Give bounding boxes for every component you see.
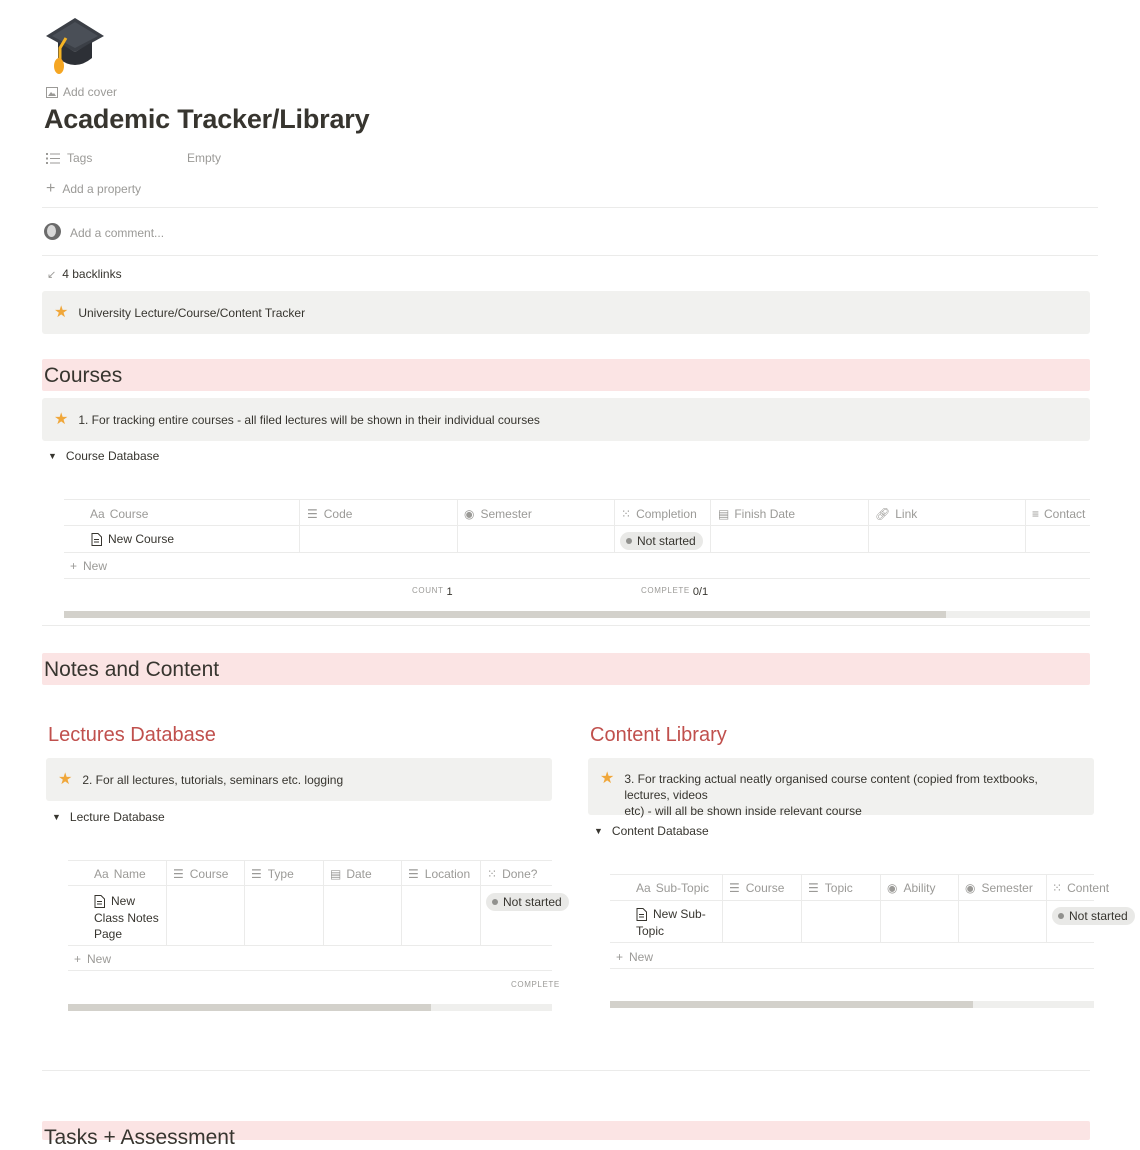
plus-icon: +	[74, 952, 82, 966]
star-icon: ★	[58, 770, 73, 788]
column-header-content[interactable]: ⁙ Content	[1052, 881, 1110, 895]
tags-property[interactable]	[46, 151, 221, 165]
section-tasks-assessment	[42, 1121, 1090, 1149]
callout-text: 1. For tracking entire courses - all filed lectures will be shown in their individual courses	[78, 412, 540, 427]
triangle-down-icon: ▼	[52, 812, 61, 822]
divider	[42, 1070, 1090, 1071]
triangle-down-icon: ▼	[48, 451, 57, 461]
page-icon	[91, 532, 102, 546]
callout-text: University Lecture/Course/Content Tracker	[78, 305, 306, 320]
scrollbar-thumb[interactable]	[64, 611, 946, 618]
add-cover-button[interactable]	[46, 85, 117, 99]
column-header-type[interactable]: ☰ Type	[251, 867, 294, 881]
callout-top	[42, 291, 1090, 334]
triangle-down-icon: ▼	[594, 826, 603, 836]
toggle-lecture-database[interactable]	[52, 810, 165, 824]
content-library-heading: Content Library	[590, 724, 727, 746]
column-header-semester[interactable]: ◉ Semester	[965, 881, 1033, 895]
horizontal-scrollbar[interactable]	[68, 1004, 552, 1011]
arrow-down-left-icon: ↙	[47, 268, 57, 281]
toggle-label: Lecture Database	[69, 810, 165, 824]
divider	[42, 625, 1090, 626]
list-icon: ☰	[729, 881, 740, 895]
callout-courses	[42, 398, 1090, 441]
column-header-link[interactable]: 🔗︎ Link	[875, 507, 918, 521]
add-cover-label: Add cover	[63, 85, 118, 99]
backlinks-label: 4 backlinks	[62, 267, 122, 281]
graduation-cap-icon[interactable]	[44, 14, 106, 76]
complete-aggregate[interactable]: COMPLETE 0/1	[641, 586, 709, 598]
status-icon: ⁙	[1052, 881, 1063, 895]
text-type-icon: Aa	[90, 507, 105, 521]
plus-icon: +	[46, 180, 56, 197]
text-type-icon: Aa	[636, 881, 651, 895]
column-header-date[interactable]: ▤ Date	[330, 867, 372, 881]
link-icon: 🔗︎	[875, 507, 891, 521]
section-courses	[42, 359, 1090, 391]
new-row-button[interactable]: + New	[616, 950, 654, 964]
lecture-table	[68, 860, 562, 1015]
column-header-name[interactable]: Aa Name	[94, 867, 146, 881]
count-aggregate[interactable]: COUNT 1	[412, 586, 453, 598]
text-lines-icon: ≡	[1032, 507, 1040, 521]
horizontal-scrollbar[interactable]	[64, 611, 1090, 618]
toggle-label: Course Database	[65, 449, 160, 463]
content-table	[610, 874, 1128, 1014]
calendar-icon: ▤	[330, 867, 342, 881]
callout-content	[588, 758, 1094, 818]
status-icon: ⁙	[487, 867, 498, 881]
complete-aggregate[interactable]: COMPLETE	[511, 980, 560, 989]
callout-text: 3. For tracking actual neatly organised course content (copied from textbooks, lectures, videos etc) - will all be shown inside relevant course	[624, 772, 1038, 818]
page-title[interactable]: Academic Tracker/Library	[44, 104, 370, 134]
calendar-icon: ▤	[718, 507, 730, 521]
list-icon: ☰	[408, 867, 419, 881]
star-icon: ★	[54, 410, 69, 428]
backlinks-button[interactable]	[47, 267, 122, 281]
list-icon: ☰	[173, 867, 184, 881]
star-icon: ★	[54, 303, 69, 321]
column-header-finish-date[interactable]: ▤ Finish Date	[718, 507, 796, 521]
status-badge[interactable]: Not started	[1052, 907, 1135, 925]
toggle-label: Content Database	[611, 824, 709, 838]
list-icon	[46, 151, 60, 165]
table-row[interactable]	[91, 532, 174, 546]
row-name: New Course	[108, 532, 175, 546]
page-icon	[94, 893, 105, 910]
column-header-sub-topic[interactable]: Aa Sub-Topic	[636, 881, 710, 895]
list-icon: ☰	[808, 881, 819, 895]
divider	[42, 207, 1098, 208]
column-header-ability[interactable]: ◉ Ability	[887, 881, 936, 895]
column-header-location[interactable]: ☰ Location	[408, 867, 471, 881]
list-icon: ☰	[307, 507, 318, 521]
status-badge[interactable]: Not started	[620, 532, 703, 550]
star-icon: ★	[600, 770, 615, 787]
toggle-content-database[interactable]	[594, 824, 709, 838]
column-header-contact[interactable]: ≡ Contact	[1032, 507, 1086, 521]
table-row[interactable]: New Sub- Topic	[636, 907, 706, 938]
plus-icon: +	[616, 950, 624, 964]
column-header-topic[interactable]: ☰ Topic	[808, 881, 853, 895]
status-badge[interactable]: Not started	[486, 893, 569, 911]
section-heading: Tasks + Assessment	[44, 1126, 235, 1149]
page-icon	[636, 906, 647, 923]
list-icon: ☰	[251, 867, 262, 881]
divider	[42, 255, 1098, 256]
image-icon	[46, 85, 58, 99]
horizontal-scrollbar[interactable]	[610, 1001, 1094, 1008]
new-row-button[interactable]: + New	[70, 559, 108, 573]
select-icon: ◉	[965, 881, 976, 895]
column-header-course[interactable]: ☰ Course	[173, 867, 229, 881]
table-row[interactable]: New Class Notes Page	[94, 894, 159, 941]
text-type-icon: Aa	[94, 867, 109, 881]
course-table	[64, 499, 1090, 624]
column-header-code[interactable]: ☰ Code	[307, 507, 353, 521]
section-heading: Courses	[44, 364, 123, 387]
add-property-button[interactable]	[46, 181, 141, 197]
status-icon: ⁙	[621, 507, 632, 521]
callout-lectures	[46, 758, 552, 801]
column-header-completion[interactable]: ⁙ Completion	[621, 507, 697, 521]
column-header-course[interactable]: Aa Course	[90, 507, 149, 521]
select-icon: ◉	[464, 507, 475, 521]
scrollbar-thumb[interactable]	[610, 1001, 973, 1008]
column-header-course[interactable]: ☰ Course	[729, 881, 785, 895]
plus-icon: +	[70, 559, 78, 573]
toggle-course-database[interactable]	[48, 449, 159, 463]
tags-label: Tags	[67, 151, 93, 165]
lectures-heading: Lectures Database	[48, 724, 216, 746]
column-header-done[interactable]: ⁙ Done?	[487, 867, 538, 881]
callout-text: 2. For all lectures, tutorials, seminars etc. logging	[82, 772, 344, 787]
select-icon: ◉	[887, 881, 898, 895]
column-header-semester[interactable]: ◉ Semester	[464, 507, 532, 521]
add-property-label: Add a property	[62, 182, 142, 196]
scrollbar-thumb[interactable]	[68, 1004, 431, 1011]
avatar	[44, 223, 61, 240]
new-row-button[interactable]: + New	[74, 952, 112, 966]
section-heading: Notes and Content	[44, 658, 220, 681]
comment-input[interactable]: Add a comment...	[70, 226, 165, 240]
tags-value[interactable]: Empty	[187, 151, 222, 165]
section-notes-and-content	[42, 653, 1090, 685]
